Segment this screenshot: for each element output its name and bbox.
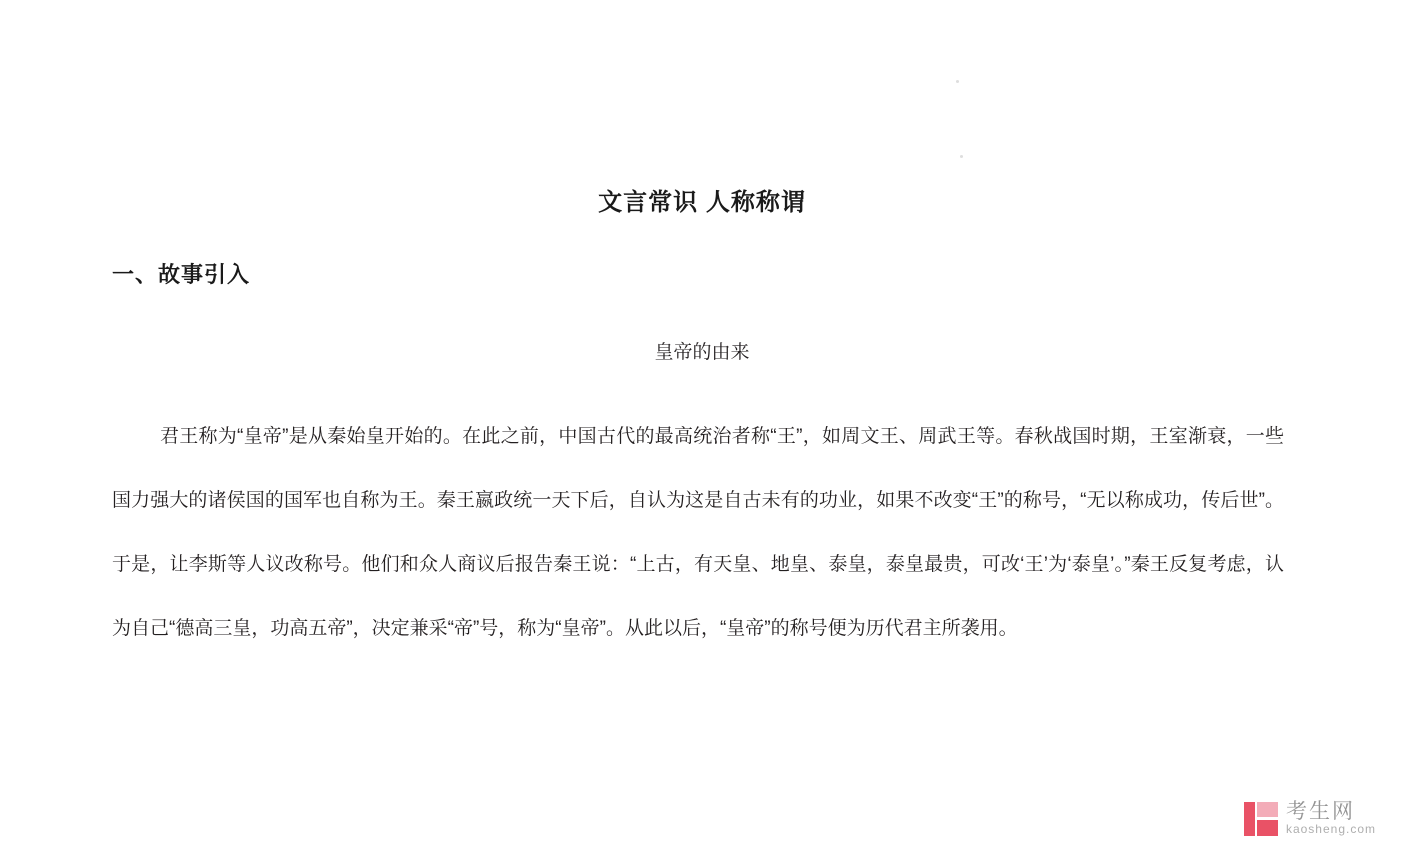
page-title: 文言常识 人称称谓 [598,189,806,216]
page-speck [960,155,963,158]
watermark [1244,801,1376,836]
section-heading: 一、故事引入 [112,262,251,287]
logo-icon [1244,802,1278,836]
page-speck [956,80,959,83]
watermark-text [1286,801,1376,836]
watermark-name-cn: 考生网 [1285,800,1355,824]
watermark-name-en: kaosheng.com [1285,822,1376,837]
body-paragraph: 君王称为“皇帝”是从秦始皇开始的。在此之前，中国古代的最高统治者称“王”，如周文王、周武王等。春秋战国时期，王室渐衰，一些国力强大的诸侯国的国军也自称为王。秦王嬴政统一天下后，自认为这是自古未有的功业，如果不改变“王”的称号，“无以称成功，传后世”。于是，让李斯等人议改称号。他们和众人商议后报告秦王说：“上古，有天皇、地皇、泰皇，泰皇最贵，可改‘王’为‘泰皇’。”秦王反复考虑，认为自己“德高三皇，功高五帝”，决定兼采“帝”号，称为“皇帝”。从此以后，“皇帝”的称号便为历代君主所袭用。 [112,426,1284,639]
sub-title: 皇帝的由来 [654,342,750,363]
